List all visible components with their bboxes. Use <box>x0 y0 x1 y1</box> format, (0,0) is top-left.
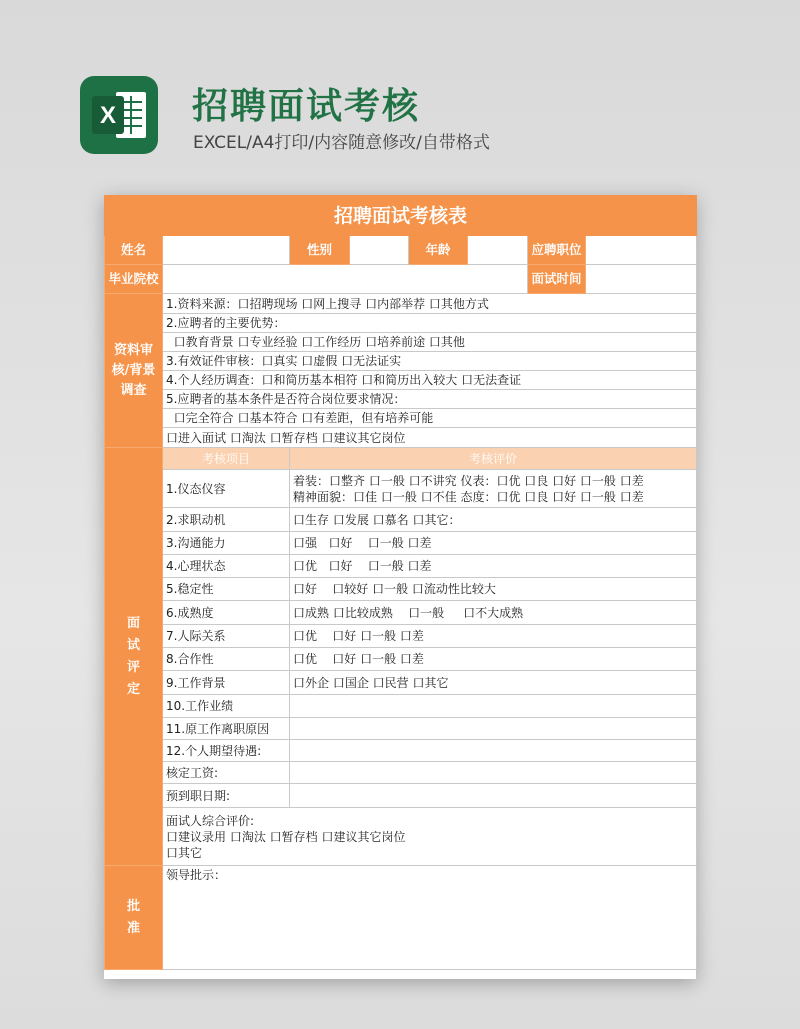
eval-item: 11.原工作离职原因 <box>163 718 290 740</box>
position-label: 应聘职位 <box>528 236 586 265</box>
eval-item: 预到职日期: <box>163 784 290 808</box>
interview-time-field[interactable] <box>586 265 697 294</box>
eval-item: 7.人际关系 <box>163 625 290 648</box>
eval-cell[interactable]: 口成熟 口比较成熟 口一般 口不大成熟 <box>290 601 697 625</box>
bg-line[interactable]: 口教育背景 口专业经验 口工作经历 口培养前途 口其他 <box>163 333 697 352</box>
eval-item: 2.求职动机 <box>163 508 290 532</box>
col-eval-header: 考核评价 <box>290 448 697 470</box>
eval-cell[interactable]: 口优 口好 口一般 口差 <box>290 648 697 671</box>
eval-item: 3.沟通能力 <box>163 532 290 555</box>
eval-item: 5.稳定性 <box>163 578 290 601</box>
approval-label: 批准 <box>105 866 163 970</box>
bg-line[interactable]: 口进入面试 口淘汰 口暂存档 口建议其它岗位 <box>163 428 697 448</box>
interview-time-label: 面试时间 <box>528 265 586 294</box>
school-label: 毕业院校 <box>105 265 163 294</box>
eval-cell[interactable] <box>290 695 697 718</box>
eval-cell[interactable]: 口生存 口发展 口慕名 口其它： <box>290 508 697 532</box>
eval-cell[interactable]: 口外企 口国企 口民营 口其它 <box>290 671 697 695</box>
interview-form-table <box>104 195 697 970</box>
eval-item: 4.心理状态 <box>163 555 290 578</box>
summary-line: 口其它 <box>166 845 203 860</box>
eval-cell[interactable] <box>290 740 697 762</box>
eval-item: 核定工资: <box>163 762 290 784</box>
eval-item: 1.仪态仪容 <box>163 470 290 508</box>
eval-item: 9.工作背景 <box>163 671 290 695</box>
eval-cell[interactable]: 口好 口较好 口一般 口流动性比较大 <box>290 578 697 601</box>
eval-cell[interactable]: 口强 口好 口一般 口差 <box>290 532 697 555</box>
bg-line[interactable]: 4.个人经历调查：口和简历基本相符 口和简历出入较大 口无法查证 <box>163 371 697 390</box>
age-field[interactable] <box>468 236 528 265</box>
approval-cell[interactable]: 领导批示： <box>163 866 697 970</box>
age-label: 年龄 <box>409 236 468 265</box>
gender-label: 性别 <box>290 236 350 265</box>
eval-cell[interactable] <box>290 762 697 784</box>
name-label: 姓名 <box>105 236 163 265</box>
bg-line[interactable]: 口完全符合 口基本符合 口有差距，但有培养可能 <box>163 409 697 428</box>
gender-field[interactable] <box>350 236 409 265</box>
eval-cell[interactable]: 口优 口好 口一般 口差 <box>290 625 697 648</box>
eval-text: 精神面貌：口佳 口一般 口不佳 态度：口优 口良 口好 口一般 口差 <box>293 489 644 504</box>
background-check-label: 资料审核/背景调查 <box>105 294 163 448</box>
form-title: 招聘面试考核表 <box>105 196 697 236</box>
page-subtitle: EXCEL/A4打印/内容随意修改/自带格式 <box>193 133 490 153</box>
bg-line[interactable]: 5.应聘者的基本条件是否符合岗位要求情况： <box>163 390 697 409</box>
eval-cell[interactable] <box>290 784 697 808</box>
school-field[interactable] <box>163 265 528 294</box>
bg-line[interactable]: 1.资料来源：口招聘现场 口网上搜寻 口内部举荐 口其他方式 <box>163 294 697 314</box>
col-item-header: 考核项目 <box>163 448 290 470</box>
eval-cell[interactable]: 口优 口好 口一般 口差 <box>290 555 697 578</box>
eval-item: 8.合作性 <box>163 648 290 671</box>
svg-text:X: X <box>99 102 117 129</box>
eval-cell[interactable] <box>290 718 697 740</box>
eval-item: 10.工作业绩 <box>163 695 290 718</box>
evaluation-label: 面试评定 <box>105 448 163 866</box>
name-field[interactable] <box>163 236 290 265</box>
eval-item: 6.成熟度 <box>163 601 290 625</box>
bg-line[interactable]: 3.有效证件审核：口真实 口虚假 口无法证实 <box>163 352 697 371</box>
eval-text: 着装：口整齐 口一般 口不讲究 仪表：口优 口良 口好 口一般 口差 <box>293 473 644 488</box>
eval-cell[interactable] <box>290 470 697 508</box>
bg-line[interactable]: 2.应聘者的主要优势： <box>163 314 697 333</box>
excel-logo-icon <box>80 76 158 154</box>
summary-line: 面试人综合评价: <box>166 813 255 828</box>
summary-cell[interactable] <box>163 808 697 866</box>
form-sheet <box>104 195 696 979</box>
eval-item: 12.个人期望待遇: <box>163 740 290 762</box>
position-field[interactable] <box>586 236 697 265</box>
summary-line: 口建议录用 口淘汰 口暂存档 口建议其它岗位 <box>166 829 406 844</box>
page-title: 招聘面试考核 <box>192 86 421 127</box>
